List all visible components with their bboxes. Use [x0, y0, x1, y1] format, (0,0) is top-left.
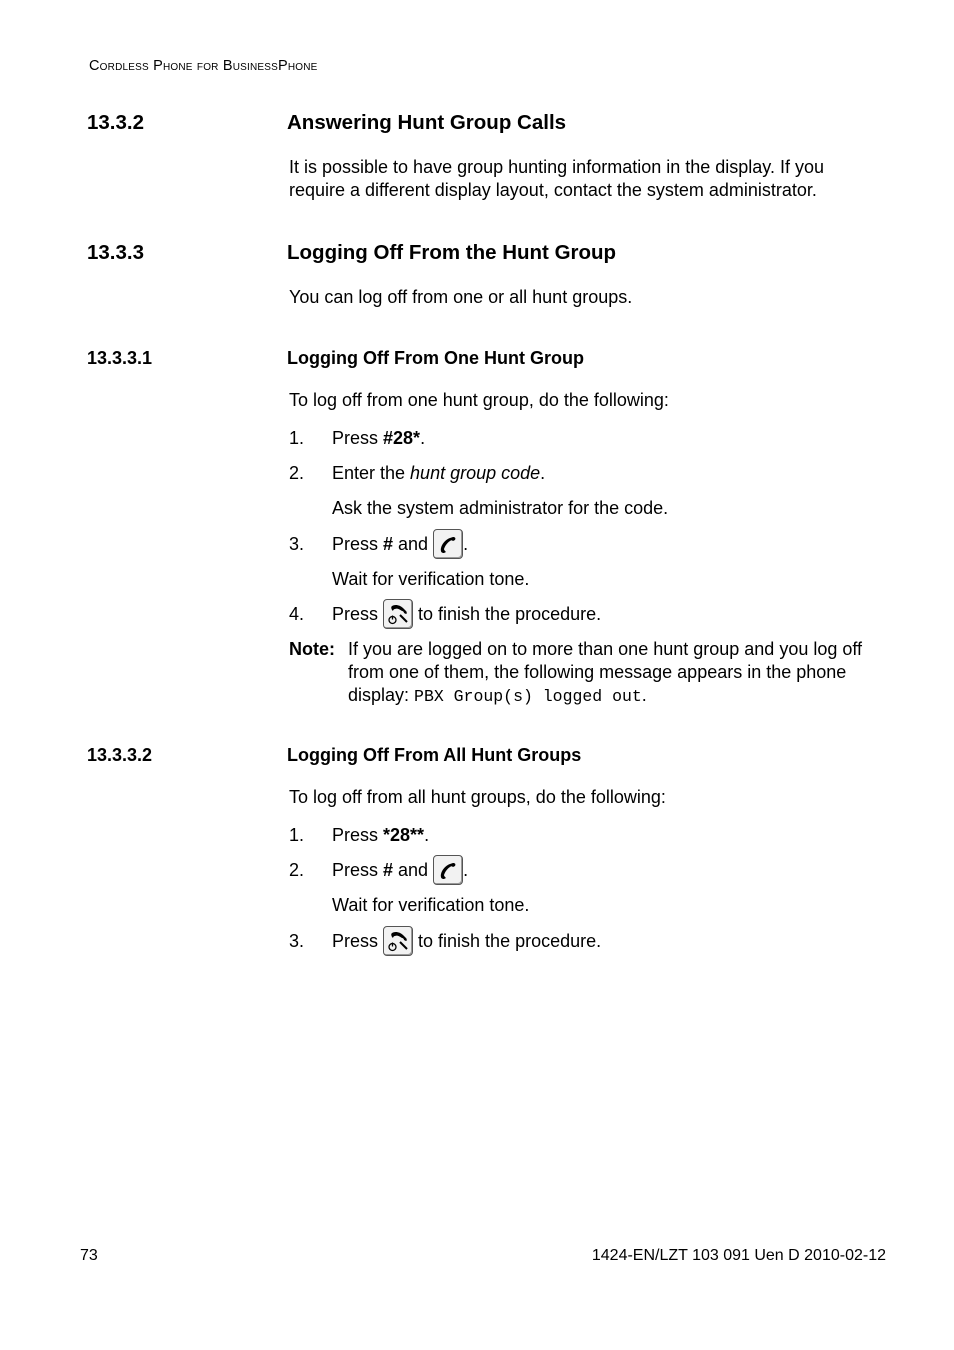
section-title: Answering Hunt Group Calls	[287, 111, 567, 134]
note-label: Note:	[289, 639, 335, 659]
step-text: Press # and .	[332, 533, 468, 556]
step-text: Press *28**.	[332, 825, 430, 845]
note-line: If you are logged on to more than one hunt group and you log off	[348, 639, 863, 659]
step-number: 3.	[289, 931, 305, 951]
paragraph-line: require a different display layout, contact the system administrator.	[289, 180, 817, 200]
section-number: 13.3.2	[87, 111, 144, 134]
subsection-number: 13.3.3.1	[87, 348, 153, 368]
paragraph: You can log off from one or all hunt groups.	[289, 287, 633, 307]
step-note: Wait for verification tone.	[332, 569, 530, 589]
step-text: Press to finish the procedure.	[332, 930, 601, 953]
step-number: 2.	[289, 860, 305, 880]
phone-onhook-power-icon	[383, 599, 413, 629]
step-number: 1.	[289, 825, 305, 845]
phone-offhook-icon	[433, 855, 463, 885]
step-number: 4.	[289, 604, 305, 624]
display-message: PBX Group(s) logged out	[414, 687, 642, 706]
running-header: Cordless Phone for BusinessPhone	[89, 58, 318, 74]
step-number: 1.	[289, 428, 305, 448]
note-line: from one of them, the following message appears in the phone	[348, 662, 847, 682]
subsection-title: Logging Off From One Hunt Group	[287, 348, 584, 368]
step-number: 2.	[289, 463, 305, 483]
step-text: Press to finish the procedure.	[332, 603, 601, 626]
step-text: Press # and .	[332, 859, 468, 882]
section-number: 13.3.3	[87, 241, 144, 264]
step-number: 3.	[289, 534, 305, 554]
page-number: 73	[80, 1247, 98, 1264]
note-line: display: PBX Group(s) logged out.	[348, 685, 647, 706]
section-title: Logging Off From the Hunt Group	[287, 241, 617, 264]
phone-offhook-icon	[433, 529, 463, 559]
intro-paragraph: To log off from one hunt group, do the following:	[289, 390, 669, 410]
subsection-title: Logging Off From All Hunt Groups	[287, 745, 582, 765]
step-text: Enter the hunt group code.	[332, 463, 546, 483]
paragraph-line: It is possible to have group hunting information in the display. If you	[289, 157, 824, 177]
step-text: Press #28*.	[332, 428, 426, 448]
phone-onhook-power-icon	[383, 926, 413, 956]
step-note: Wait for verification tone.	[332, 895, 530, 915]
step-note: Ask the system administrator for the code.	[332, 498, 669, 518]
subsection-number: 13.3.3.2	[87, 745, 153, 765]
intro-paragraph: To log off from all hunt groups, do the following:	[289, 787, 666, 807]
document-id: 1424-EN/LZT 103 091 Uen D 2010-02-12	[591, 1247, 886, 1264]
